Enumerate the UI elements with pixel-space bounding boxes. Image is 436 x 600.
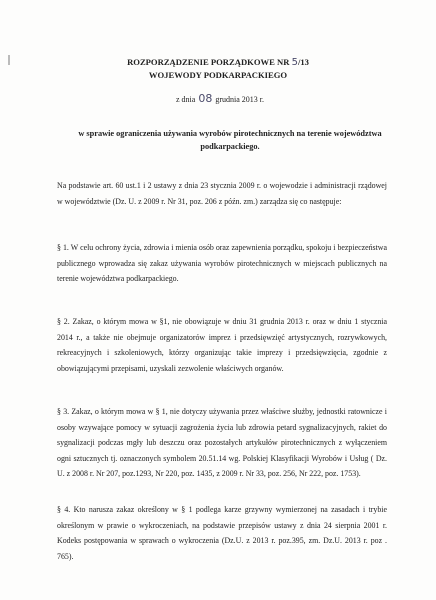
section-4-paragraph: § 4. Kto narusza zakaz określony w § 1 podlega karze grzywny wymierzonej na zasadach i trybie określonym w prawie o wykroczeniach, na podstawie przepisów ustawy z dnia 24 sierpnia 2001 r. Kodeks postępowania w sprawach o wykroczenia (Dz.U. z 2013 r. poz.395, zm. Dz.U. 2013 r. poz . 765).	[57, 505, 387, 561]
section-3-paragraph: § 3. Zakaz, o którym mowa w § 1, nie dotyczy używania przez właściwe służby, jednostki ratownicze i osoby wzywające pomocy w sytuacji zagrożenia życia lub zdrowia petard sygnalizacyjnych, rakiet do sygnalizacji podczas mgły lub deszczu oraz pozostałych artykułów pirotechnicznych z wyłączeniem ogni sztucznych tj. oznaczonych symbolem 20.51.14 wg. Polskiej Klasyfikacji Wyrobów i Usług ( Dz. U. z 2008 r. Nr 207, poz.1293, Nr 220, poz. 1435, z 2009 r. Nr 33, poz. 256, Nr 222, poz. 1753).	[57, 407, 387, 478]
date-suffix: grudnia 2013 r.	[215, 95, 264, 104]
subject-line-2: podkarpackiego.	[200, 141, 260, 151]
regulation-number-handwritten: 5	[291, 57, 298, 68]
date-prefix: z dnia	[176, 95, 196, 104]
section-1-paragraph: § 1. W celu ochrony życia, zdrowia i mienia osób oraz zapewnienia porządku, spokoju i bezpieczeństwa publicznego wprowadza się zakaz używania wyrobów pirotechnicznych w miejscach publicznych na terenie województwa podkarpackiego.	[57, 243, 387, 283]
regulation-title-suffix: /13	[297, 57, 309, 67]
section-2-paragraph: § 2. Zakaz, o którym mowa w §1, nie obowiązuje w dniu 31 grudnia 2013 r. oraz w dniu 1 stycznia 2014 r., a także nie obejmuje organizatorów imprez i przedsięwzięć artystycznych, rozrywkowych, rekreacyjnych i szkoleniowych, którzy organizując takie imprezy i przedsięwzięcia, zgodnie z obowiązującymi przepisami, uzyskali zezwolenie właściwych organów.	[57, 317, 387, 373]
issuer-line: WOJEWODY PODKARPACKIEGO	[148, 70, 288, 80]
document-subject	[40, 128, 420, 153]
document-date	[176, 92, 264, 105]
date-day-handwritten: 08	[198, 92, 213, 105]
regulation-title-line	[0, 56, 436, 69]
document-header	[0, 56, 436, 82]
regulation-title-prefix: ROZPORZĄDZENIE PORZĄDKOWE NR	[127, 57, 290, 67]
intro-paragraph: Na podstawie art. 60 ust.1 i 2 ustawy z dnia 23 stycznia 2009 r. o wojewodzie i administracji rządowej w województwie (Dz. U. z 2009 r. Nr 31, poz. 206 z późn. zm.) zarządza się co następuje:	[57, 181, 387, 206]
subject-line-1: w sprawie ograniczenia używania wyrobów pirotechnicznych na terenie województwa	[78, 129, 382, 138]
